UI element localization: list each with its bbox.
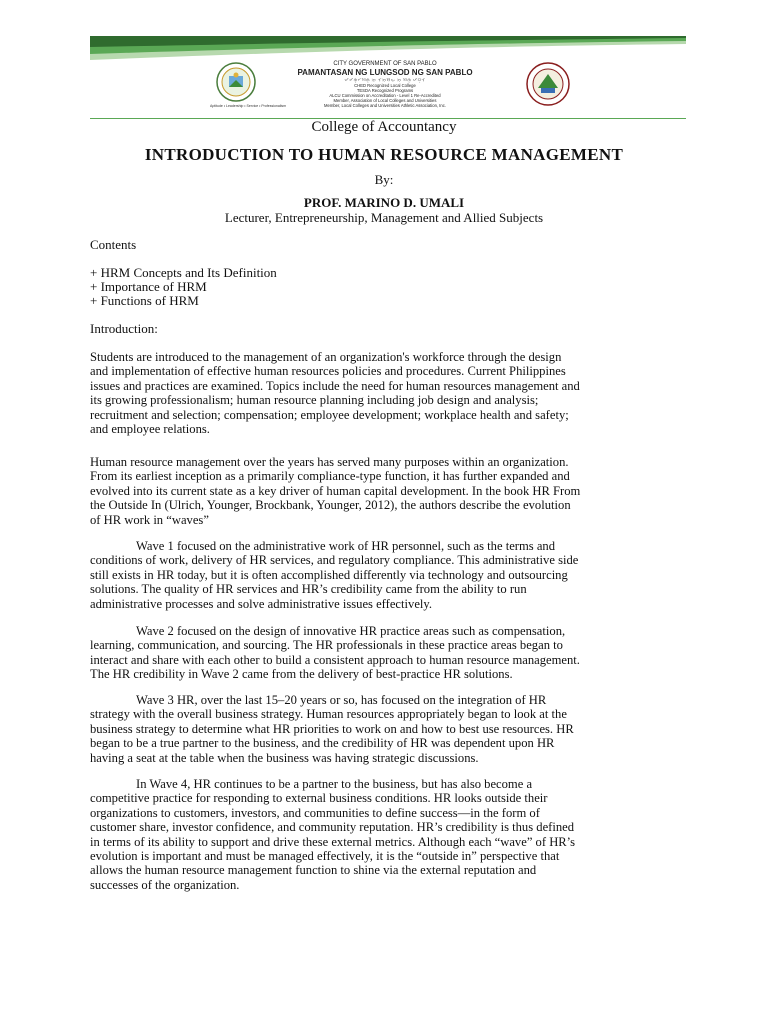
paragraph-line: competitive practice for responding to external business conditions. HR looks outside their	[90, 791, 548, 806]
paragraph-line: the Outside In (Ulrich, Younger, Brockbank, Younger, 2012), the authors describe the evolution	[90, 498, 571, 513]
paragraph-line: issues and practices are examined. Topics include the need for human resources management and	[90, 378, 580, 393]
paragraph-line: organizations to customers, investors, and communities to define success—in the form of	[90, 805, 540, 820]
paragraph-wave-4	[90, 777, 682, 892]
paragraph-line: In Wave 4, HR continues to be a partner to the business, but has also become a	[136, 777, 533, 791]
paragraph-line: in terms of its ability to support and drive these external metrics. Although each “wave” of HR’s	[90, 834, 576, 849]
paragraph-wave-2	[90, 624, 682, 682]
paragraph-line: The HR credibility in Wave 2 came from the delivery of best-practice HR solutions.	[90, 667, 513, 682]
university-name: PAMANTASAN NG LUNGSOD NG SAN PABLO	[297, 68, 473, 77]
paragraph-line: successes of the organization.	[90, 877, 240, 892]
paragraph-line: administrative processes and solve administrative issues effectively.	[90, 596, 433, 611]
paragraph-line: still exists in HR today, but it is often accomplished differently via technology and outsourcing	[90, 567, 568, 582]
paragraph-line: customer share, investor confidence, and community reputation. HR’s credibility is thus defined	[90, 820, 575, 835]
by-label: By:	[374, 172, 394, 187]
paragraph-wave-1	[90, 539, 682, 611]
paragraph-line: business strategy to determine what HR priorities to work on and how to best use resources. HR	[90, 721, 574, 736]
accreditation-line: ALCU Commission on Accreditation - Level 1 Re-Accredited	[329, 93, 441, 98]
logo-tagline: Aptitude • Leadership • Service • Professionalism	[210, 104, 287, 108]
paragraph-line: evolved into its current state as a key driver of human capital development. In the book HR From	[90, 483, 581, 498]
contents-item: + HRM Concepts and Its Definition	[90, 265, 277, 280]
author-name: PROF. MARINO D. UMALI	[303, 195, 465, 210]
contents-heading: Contents	[90, 237, 137, 252]
baybayin-name: ᜉᜋᜈ᜔ᜆᜐᜈ᜔ ᜅ᜔ ᜎᜓᜅ᜔ᜐᜓᜇ᜔ ᜅ᜔ ᜐᜈ᜔ ᜉᜊ᜔ᜎᜓ	[344, 77, 426, 82]
letterhead	[90, 36, 686, 120]
city-seal-icon	[526, 62, 570, 106]
paragraph-line: evolution is important and must be managed effectively, it is the “outside in” perspective that	[90, 849, 560, 864]
contents-item: + Importance of HRM	[90, 279, 207, 294]
paragraph-line: From its earliest inception as a primarily compliance-type function, it has further expanded and	[90, 469, 570, 484]
paragraph-intro	[90, 350, 682, 436]
paragraph-line: Wave 3 HR, over the last 15–20 years or so, has focused on the integration of HR	[136, 693, 547, 707]
paragraph-line: allows the human resource management function to shine via the external reputation and	[90, 863, 537, 878]
paragraph-line: Students are introduced to the management of an organization's workforce through the design	[90, 350, 562, 364]
introduction-heading: Introduction:	[90, 321, 158, 336]
paragraph-hr-history	[90, 455, 682, 527]
author-role: Lecturer, Entrepreneurship, Management and Allied Subjects	[224, 210, 544, 225]
paragraph-line: of HR work in “waves”	[90, 512, 209, 527]
paragraph-line: and employee relations.	[90, 422, 210, 437]
document-title: INTRODUCTION TO HUMAN RESOURCE MANAGEMENT	[144, 145, 624, 164]
paragraph-line: and implementation of effective human resources policies and procedures. Current Philippines	[90, 364, 566, 379]
accreditation-line: Member, Association of Local Colleges and Universities	[333, 98, 437, 103]
contents-item: + Functions of HRM	[90, 293, 199, 308]
accreditation-line: Member, Local Colleges and Universities Athletic Association, Inc.	[324, 103, 446, 108]
paragraph-line: interact and share with each other to build a consistent approach to human resource management.	[90, 652, 580, 667]
paragraph-line: its growing professionalism; human resource planning including job design and analysis;	[90, 393, 539, 408]
paragraph-line: recruitment and selection; compensation; employee development; workplace health and safety;	[90, 407, 569, 422]
paragraph-line: Wave 1 focused on the administrative work of HR personnel, such as the terms and	[136, 539, 556, 553]
institution-block	[290, 61, 480, 108]
paragraph-line: strategy with the overall business strategy. Human resources appropriately began to look at the	[90, 707, 567, 722]
letterhead-banner	[90, 36, 686, 62]
city-government: CITY GOVERNMENT OF SAN PABLO	[333, 61, 437, 67]
accreditation-line: CHED Recognized Local College	[354, 83, 416, 88]
paragraph-line: solutions. The quality of HR services and HR’s credibility came from the ability to run	[90, 582, 527, 597]
contents-list	[90, 266, 682, 308]
paragraph-line: learning, communication, and sourcing. The HR professionals in these practice areas began to	[90, 638, 563, 653]
paragraph-line: having a seat at the table when the business was having strategic discussions.	[90, 750, 479, 765]
paragraph-line: Wave 2 focused on the design of innovative HR practice areas such as compensation,	[136, 624, 566, 638]
paragraph-wave-3	[90, 693, 682, 765]
paragraph-line: Human resource management over the years has served many purposes within an organization.	[90, 455, 569, 469]
paragraph-line: began to be a true partner to the business, and the credibility of HR was dependent upon HR	[90, 736, 555, 751]
accreditation-line: TESDA Recognized Programs	[356, 88, 414, 93]
paragraph-line: conditions of work, delivery of HR services, and regulatory compliance. This administrative side	[90, 553, 579, 568]
college-name: College of Accountancy	[311, 119, 457, 135]
plsp-seal-icon	[216, 62, 256, 102]
